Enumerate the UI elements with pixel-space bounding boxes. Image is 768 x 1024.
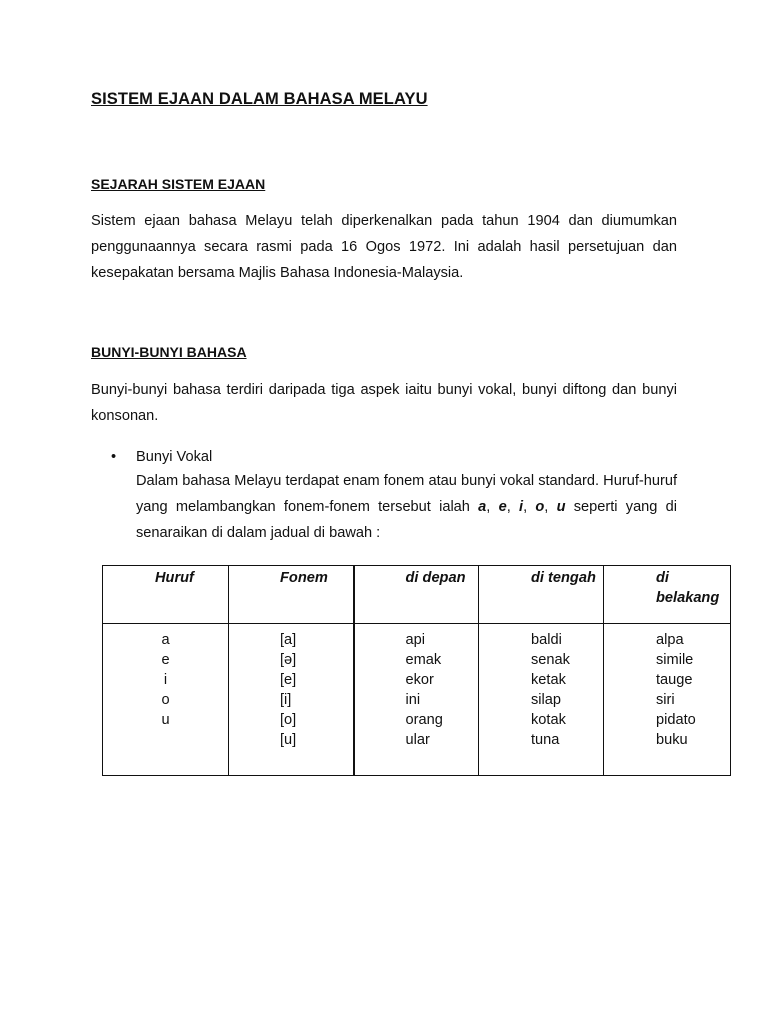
- column-di-belakang: [604, 624, 731, 776]
- column-di-depan: [354, 624, 479, 776]
- table-header-di-belakang: di belakang: [604, 566, 731, 624]
- table-cell: tauge: [656, 672, 693, 688]
- table-header-di-tengah: di tengah: [479, 566, 604, 624]
- table-cell: silap: [531, 692, 562, 708]
- table-cell: i: [163, 672, 168, 688]
- table-cell: [i]: [280, 692, 292, 708]
- table-cell: ekor: [405, 672, 434, 688]
- table-cell: [a]: [280, 632, 297, 648]
- vowel-letter: i: [519, 499, 524, 515]
- table-header-huruf: Huruf: [103, 566, 229, 624]
- table-cell: api: [405, 632, 425, 648]
- table-cell: alpa: [656, 632, 684, 648]
- column-di-tengah: [479, 624, 604, 776]
- table-header-fonem: Fonem: [229, 566, 354, 624]
- paragraph-bunyi: Bunyi-bunyi bahasa terdiri daripada tiga aspek iaitu bunyi vokal, bunyi diftong dan bunyi konsonan.: [91, 382, 677, 424]
- table-cell: o: [161, 692, 170, 708]
- vokal-text-after: seperti yang di senaraikan di dalam jadual di bawah :: [136, 499, 678, 541]
- table-cell: kotak: [531, 712, 566, 728]
- table-cell: emak: [405, 652, 442, 668]
- table-cell: siri: [656, 692, 675, 708]
- table-cell: simile: [656, 652, 694, 668]
- table-cell: tuna: [531, 732, 560, 748]
- table-cell: [o]: [280, 712, 297, 728]
- section-heading-bunyi: BUNYI-BUNYI BAHASA: [91, 344, 247, 360]
- paragraph-vokal: Dalam bahasa Melayu terdapat enam fonem atau bunyi vokal standard. Huruf-huruf yang melambangkan fonem-fonem tersebut ialah a, e, i, o, u seperti yang di senaraikan di dalam jadual di bawah :: [136, 473, 678, 541]
- table-row: [103, 624, 731, 776]
- table-cell: ketak: [531, 672, 566, 688]
- vowel-letter: e: [498, 499, 507, 515]
- column-huruf: [103, 624, 229, 776]
- table-cell: ular: [405, 732, 430, 748]
- table-cell: pidato: [656, 712, 696, 728]
- bullet-icon: •: [111, 449, 117, 465]
- table-cell: baldi: [531, 632, 562, 648]
- table-cell: senak: [531, 652, 570, 668]
- column-fonem: [229, 624, 354, 776]
- table-cell: u: [161, 712, 170, 728]
- section-heading-sejarah: SEJARAH SISTEM EJAAN: [91, 176, 266, 192]
- vowel-table: [102, 565, 731, 776]
- table-cell: [u]: [280, 732, 297, 748]
- table-cell: orang: [405, 712, 443, 728]
- vowel-letter: a: [478, 499, 487, 515]
- vowel-letter: o: [535, 499, 545, 515]
- table-cell: [ə]: [280, 652, 297, 668]
- table-cell: [e]: [280, 672, 297, 688]
- table-cell: buku: [656, 732, 688, 748]
- table-cell: ini: [405, 692, 421, 708]
- table-header-row: [103, 566, 731, 624]
- table-header-di-depan: di depan: [354, 566, 479, 624]
- table-cell: e: [161, 652, 170, 668]
- vowel-letter: u: [556, 499, 566, 515]
- vokal-text-before: Dalam bahasa Melayu terdapat enam fonem atau bunyi vokal standard. Huruf-huruf yang melambangkan fonem-fonem tersebut ialah: [136, 473, 677, 515]
- bullet-title: Bunyi Vokal: [136, 449, 213, 465]
- paragraph-sejarah: Sistem ejaan bahasa Melayu telah diperkenalkan pada tahun 1904 dan diumumkan penggunaannya secara rasmi pada 16 Ogos 1972. Ini adalah hasil persetujuan dan kesepakatan bersama Majlis Bahasa Indonesia-Malaysia.: [91, 213, 677, 281]
- page-title: SISTEM EJAAN DALAM BAHASA MELAYU: [91, 90, 428, 108]
- table-cell: a: [161, 632, 170, 648]
